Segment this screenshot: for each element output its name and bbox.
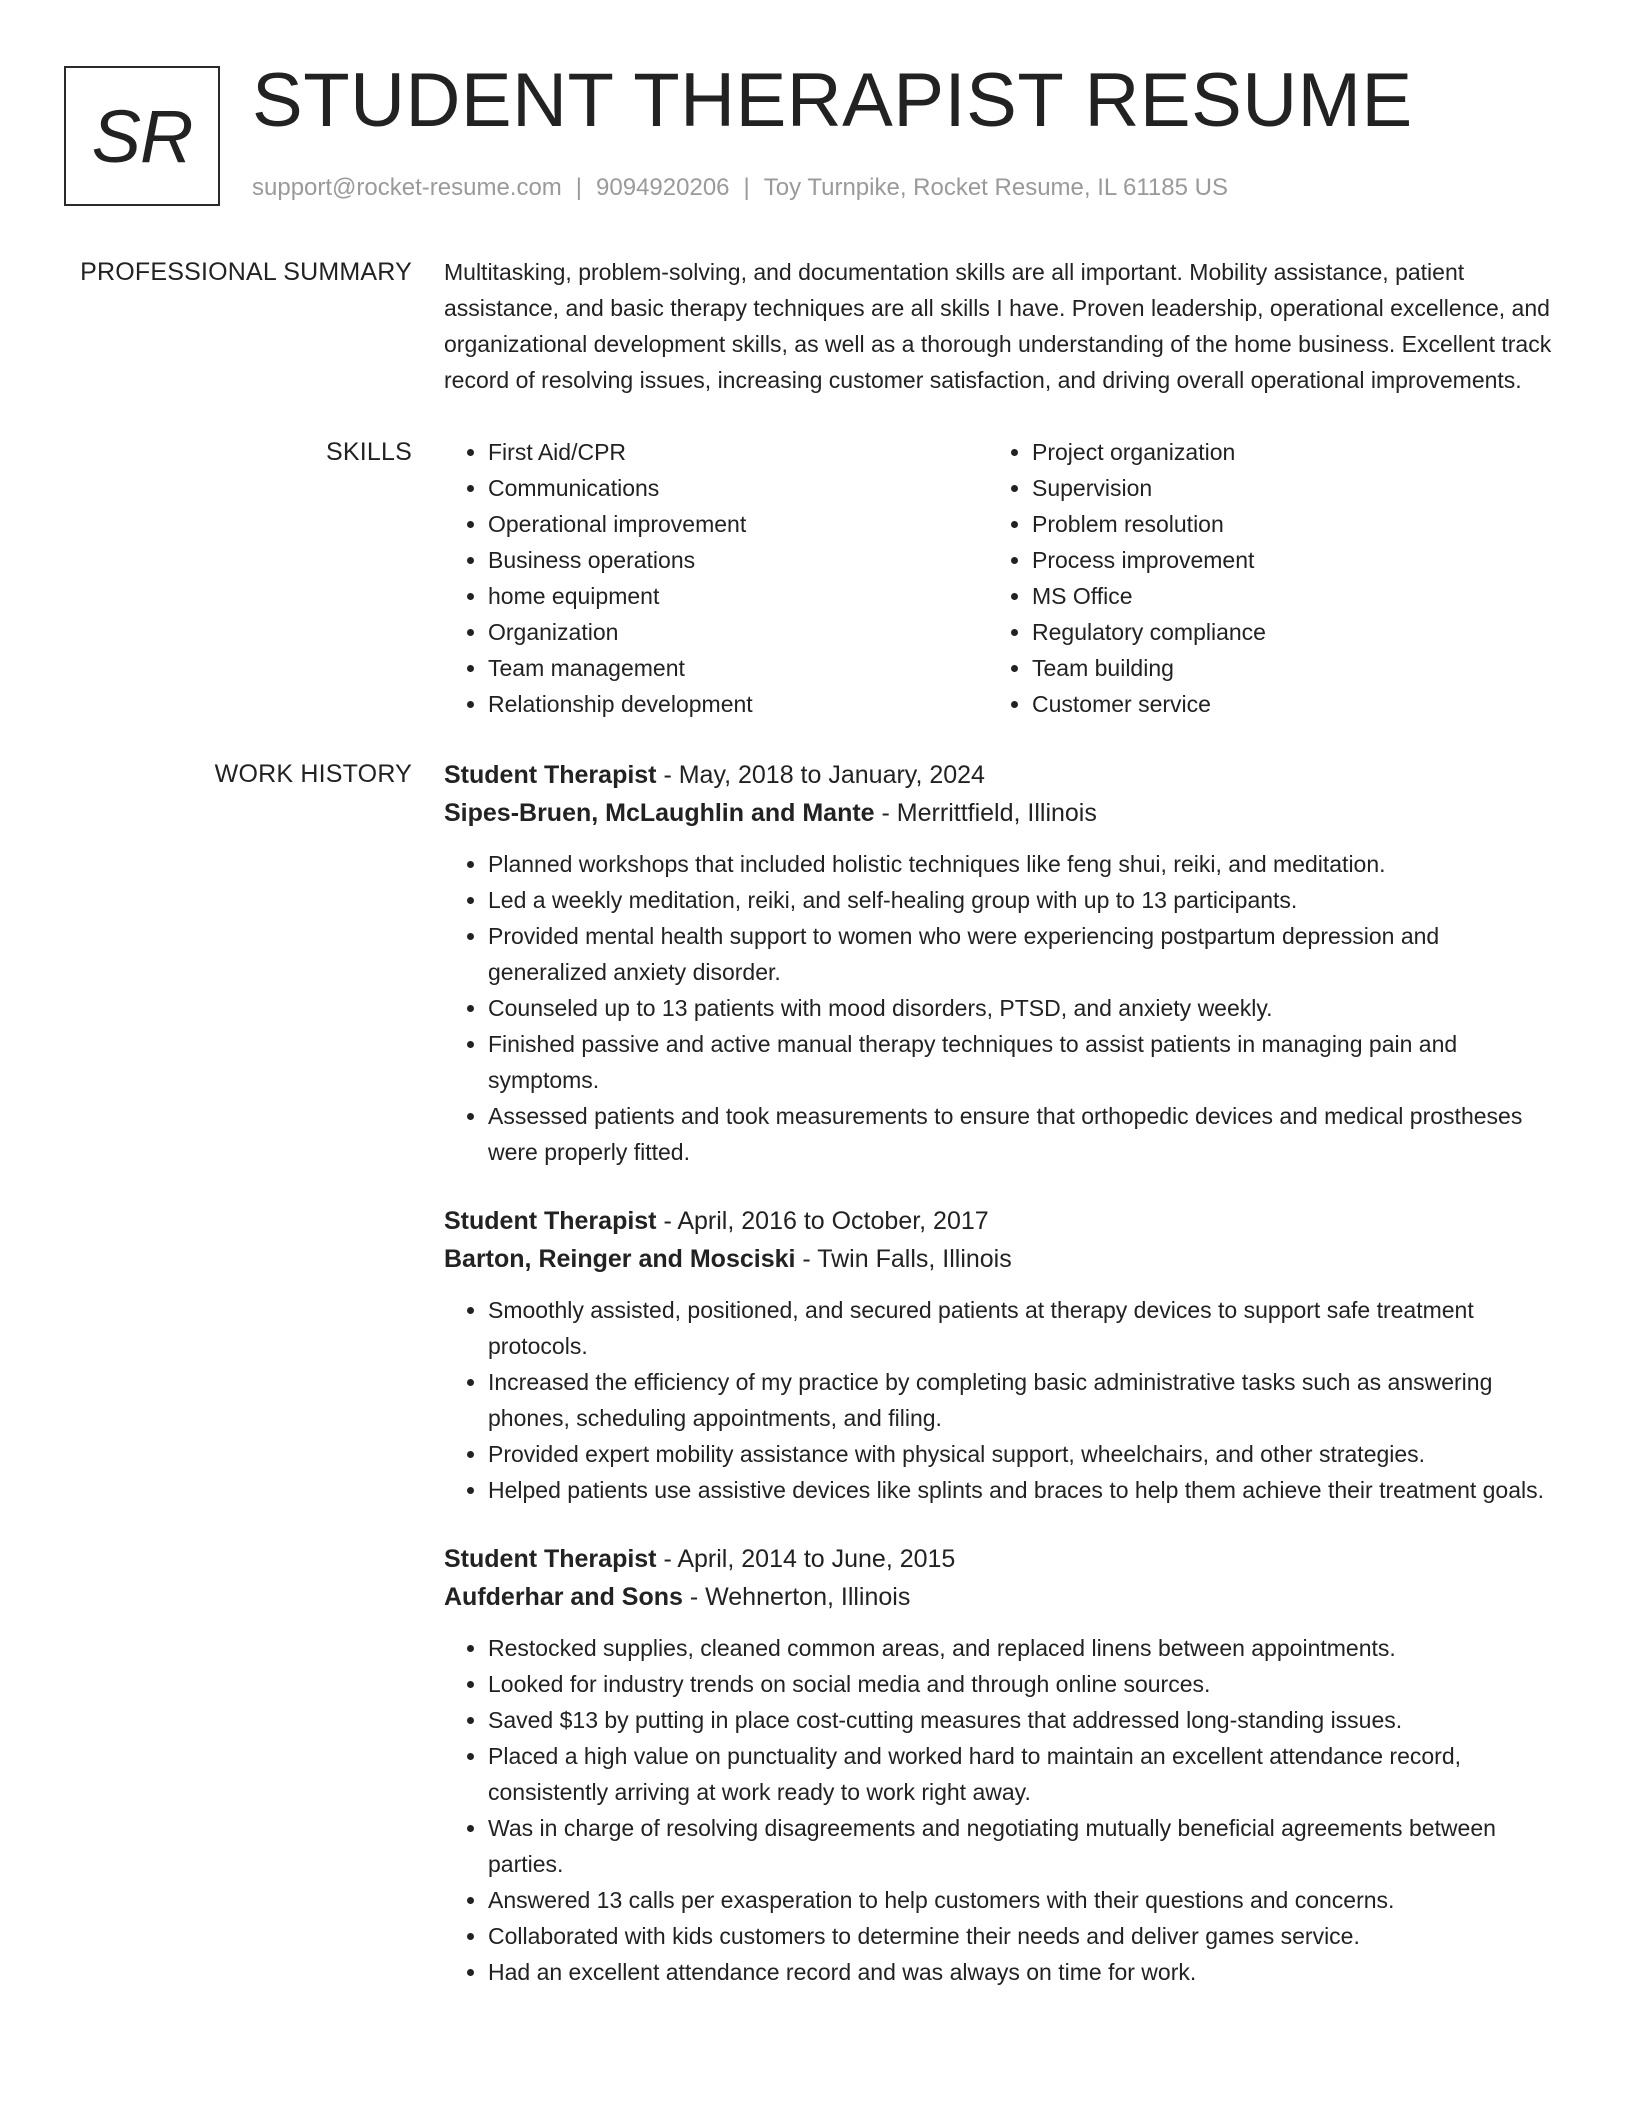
job-bullet: • Saved $13 by putting in place cost-cutting measures that addressed long-standing issues. [488, 1702, 1556, 1738]
job-bullet: • Answered 13 calls per exasperation to help customers with their questions and concerns. [488, 1882, 1556, 1918]
contact-separator: | [575, 174, 583, 201]
skill-item: • Organization [488, 614, 988, 650]
job-company-line [444, 1240, 1556, 1278]
resume-title: STUDENT THERAPIST RESUME [252, 58, 1413, 143]
job-bullets [444, 846, 1556, 1170]
monogram-logo: SR [64, 66, 220, 206]
job-bullet: • Counseled up to 13 patients with mood disorders, PTSD, and anxiety weekly. [488, 990, 1556, 1026]
skills-list-left [444, 434, 988, 722]
job-bullet: • Increased the efficiency of my practice by completing basic administrative tasks such as answering phones, scheduling appointments, and filing. [488, 1364, 1556, 1436]
job-company-line [444, 1578, 1556, 1616]
job-bullet: • Placed a high value on punctuality and worked hard to maintain an excellent attendance record, consistently arriving at work ready to work right away. [488, 1738, 1556, 1810]
job-entry [444, 756, 1556, 1170]
job-dates: - April, 2016 to October, 2017 [656, 1207, 989, 1235]
contact-email: support@rocket-resume.com [252, 174, 562, 201]
job-entry [444, 1202, 1556, 1508]
skill-item: • Communications [488, 470, 988, 506]
skill-item: • Supervision [1032, 470, 1532, 506]
job-bullet: • Was in charge of resolving disagreements and negotiating mutually beneficial agreements between parties. [488, 1810, 1556, 1882]
skills-list-right [988, 434, 1532, 722]
job-bullets [444, 1630, 1556, 1990]
job-dates: - April, 2014 to June, 2015 [656, 1545, 956, 1573]
contact-phone: 9094920206 [596, 174, 730, 201]
job-bullet: • Assessed patients and took measurements to ensure that orthopedic devices and medical prostheses were properly fitted. [488, 1098, 1556, 1170]
contact-line [252, 172, 1228, 204]
skill-item: • home equipment [488, 578, 988, 614]
job-entry [444, 1540, 1556, 1990]
job-bullet: • Provided expert mobility assistance with physical support, wheelchairs, and other strategies. [488, 1436, 1556, 1472]
job-bullet: • Restocked supplies, cleaned common areas, and replaced linens between appointments. [488, 1630, 1556, 1666]
job-company: Sipes-Bruen, McLaughlin and Mante [444, 799, 875, 827]
skill-item: • First Aid/CPR [488, 434, 988, 470]
summary-text: Multitasking, problem-solving, and documentation skills are all important. Mobility assistance, patient assistance, and basic therapy techniques are all skills I have. Proven leadership, operational excellence, and organizational development skills, as well as a thorough understanding of the home business. Excellent track record of resolving issues, increasing customer satisfaction, and driving overall operational improvements. [444, 259, 1552, 393]
skill-item: • Business operations [488, 542, 988, 578]
skill-item: • Problem resolution [1032, 506, 1532, 542]
skills-section [0, 434, 1632, 722]
job-company-line [444, 794, 1556, 832]
job-title-line [444, 1540, 1556, 1578]
job-company: Aufderhar and Sons [444, 1583, 683, 1611]
job-dates: - May, 2018 to January, 2024 [656, 761, 985, 789]
skill-item: • Regulatory compliance [1032, 614, 1532, 650]
summary-section [0, 254, 1632, 398]
skills-heading: SKILLS [326, 438, 412, 466]
work-history-heading: WORK HISTORY [214, 760, 412, 788]
job-bullet: • Smoothly assisted, positioned, and secured patients at therapy devices to support safe treatment protocols. [488, 1292, 1556, 1364]
skill-item: • Customer service [1032, 686, 1532, 722]
job-bullet: • Collaborated with kids customers to determine their needs and deliver games service. [488, 1918, 1556, 1954]
skill-item: • Team building [1032, 650, 1532, 686]
skills-grid [444, 434, 1556, 722]
job-location: - Merrittfield, Illinois [874, 799, 1097, 827]
contact-address: Toy Turnpike, Rocket Resume, IL 61185 US [763, 174, 1228, 201]
job-bullet: • Had an excellent attendance record and was always on time for work. [488, 1954, 1556, 1990]
job-bullet: • Provided mental health support to women who were experiencing postpartum depression and generalized anxiety disorder. [488, 918, 1556, 990]
job-title: Student Therapist [444, 1545, 657, 1573]
summary-heading: PROFESSIONAL SUMMARY [80, 258, 412, 286]
skill-item: • MS Office [1032, 578, 1532, 614]
job-title: Student Therapist [444, 1207, 657, 1235]
skill-item: • Operational improvement [488, 506, 988, 542]
skill-item: • Relationship development [488, 686, 988, 722]
summary-body [444, 254, 1556, 398]
job-bullet: • Led a weekly meditation, reiki, and self-healing group with up to 13 participants. [488, 882, 1556, 918]
job-bullet: • Looked for industry trends on social media and through online sources. [488, 1666, 1556, 1702]
job-title-line [444, 1202, 1556, 1240]
skill-item: • Project organization [1032, 434, 1532, 470]
job-bullet: • Helped patients use assistive devices like splints and braces to help them achieve their treatment goals. [488, 1472, 1556, 1508]
resume-content [0, 254, 1632, 1990]
skill-item: • Process improvement [1032, 542, 1532, 578]
job-title-line [444, 756, 1556, 794]
work-history-body [444, 756, 1556, 1990]
job-location: - Twin Falls, Illinois [795, 1245, 1012, 1273]
job-company: Barton, Reinger and Mosciski [444, 1245, 796, 1273]
skill-item: • Team management [488, 650, 988, 686]
skills-body [444, 434, 1556, 722]
job-bullets [444, 1292, 1556, 1508]
job-bullet: • Planned workshops that included holistic techniques like feng shui, reiki, and meditation. [488, 846, 1556, 882]
job-location: - Wehnerton, Illinois [682, 1583, 911, 1611]
job-title: Student Therapist [444, 761, 657, 789]
job-bullet: • Finished passive and active manual therapy techniques to assist patients in managing pain and symptoms. [488, 1026, 1556, 1098]
contact-separator: | [743, 174, 750, 201]
work-history-section [0, 756, 1632, 1990]
